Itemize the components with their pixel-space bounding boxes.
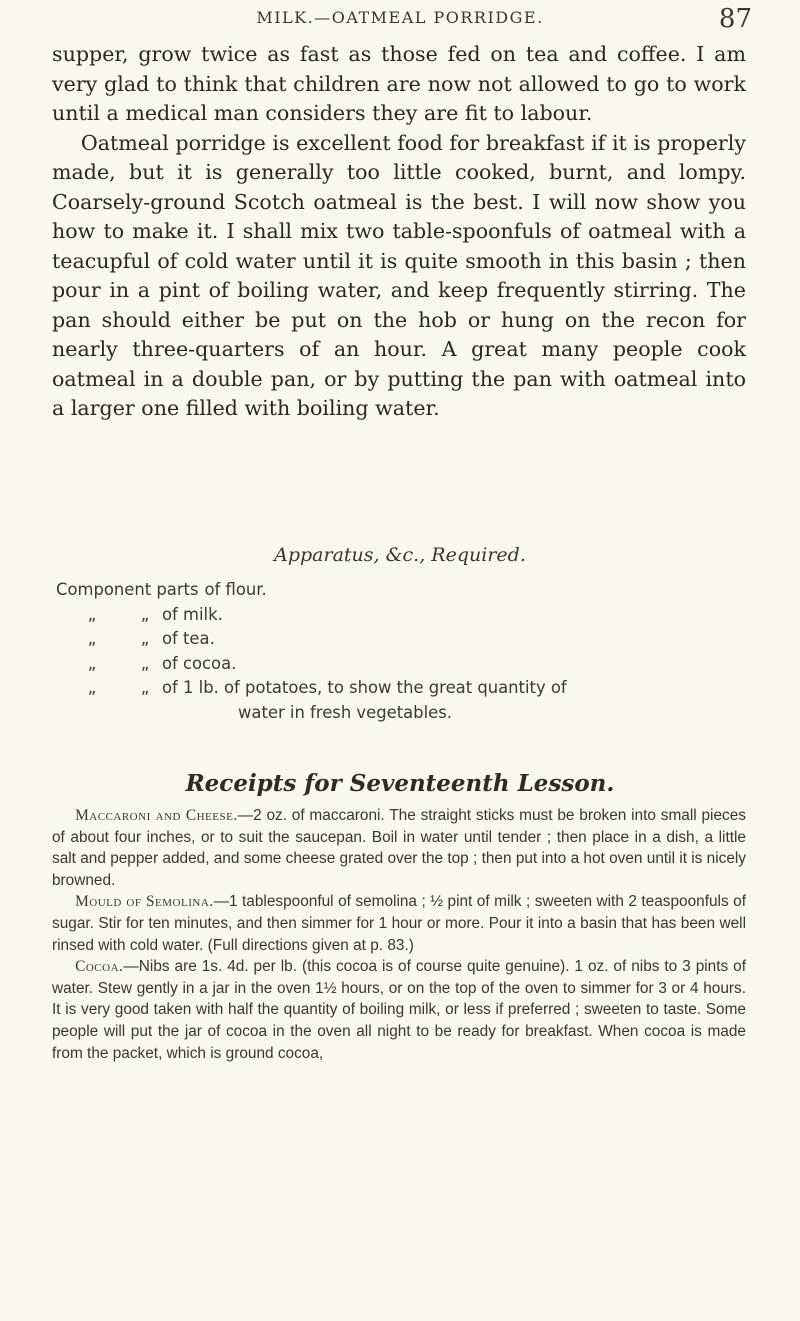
recipe-paragraph [52,956,746,1064]
recipe-title: Maccaroni and Cheese. [75,807,238,824]
recipe-paragraph [52,805,746,891]
ditto-mark: „ [140,604,150,624]
body-text [52,40,746,424]
ditto-mark: „ [87,653,97,673]
list-text: of 1 lb. of potatoes, to show the great quantity of [162,678,567,697]
paragraph: Oatmeal porridge is excellent food for breakfast if it is properly made, but it is generally too little cooked, burnt, and lompy. Coarsely-ground Scotch oatmeal is the best. I will now show you how to make it. I shall mix two table-spoonfuls of oatmeal with a teacupful of cold water until it is quite smooth in this basin ; then pour in a pint of boiling water, and keep frequently stirring. The pan should either be put on the hob or hung on the recon for nearly three-quarters of an hour. A great many people cook oatmeal in a double pan, or by putting the pan with oatmeal into a larger one filled with boiling water. [52,130,746,420]
ditto-mark: „ [87,629,97,648]
list-item [56,627,736,652]
list-item [56,676,736,701]
receipts-heading: Receipts for Seventeenth Lesson. [185,770,615,797]
recipe-paragraph [52,891,746,956]
list-lead: Component parts [56,580,199,599]
recipe-text: —Nibs are 1s. 4d. per lb. (this cocoa is of course quite genuine). 1 oz. of nibs to 3 pints of water. Stew gently in a jar in the oven 1½ hours, or on the top of the oven to simmer for 3 or 4 hours. It is very good taken with half the quantity of boiling milk, or less if preferred ; sweeten to taste. Some people will put the jar of cocoa in the oven all night to be ready for breakfast. When cocoa is made from the packet, which is ground cocoa, [52,958,746,1062]
list-text: water in fresh vegetables. [238,702,452,722]
list-text: of tea. [162,629,215,648]
list-item [56,652,736,677]
list-text: of flour. [204,580,267,599]
page-number: 87 [718,4,752,34]
apparatus-list [56,578,736,725]
ditto-mark: „ [140,653,150,673]
paragraph: supper, grow twice as fast as those fed on tea and coffee. I am very glad to think that children are now not allowed to go to work until a medical man considers they are fit to labour. [52,42,746,125]
ditto-mark: „ [140,629,150,648]
recipes-section [52,805,746,1064]
recipe-text: —1 tablespoonful of semolina ; ½ pint of milk ; sweeten with 2 teaspoonfuls of sugar. Stir for ten minutes, and then simmer for 1 hour or more. Pour it into a basin that has been well rinsed with cold water. (Full directions given at p. 83.) [52,893,746,954]
ditto-mark: „ [140,678,150,697]
ditto-mark: „ [87,604,97,624]
list-item [56,578,736,603]
recipe-title: Cocoa. [75,958,124,976]
recipe-title: Mould of Semolina. [75,893,214,911]
apparatus-heading: Apparatus, &c., Required. [274,544,526,566]
list-item [56,603,736,628]
list-text: of milk. [162,604,223,624]
list-text: of cocoa. [162,653,237,673]
list-item-continuation [56,701,736,726]
running-head [0,4,800,34]
running-title: MILK.—OATMEAL PORRIDGE. [256,8,544,27]
ditto-mark: „ [87,678,97,697]
recipe-text: —2 oz. of maccaroni. The straight sticks must be broken into small pieces of about four inches, or to suit the saucepan. Boil in water until tender ; then place in a dish, a little salt and pepper added, and some cheese grated over the top ; then put into a hot oven until it is nicely browned. [52,807,746,889]
